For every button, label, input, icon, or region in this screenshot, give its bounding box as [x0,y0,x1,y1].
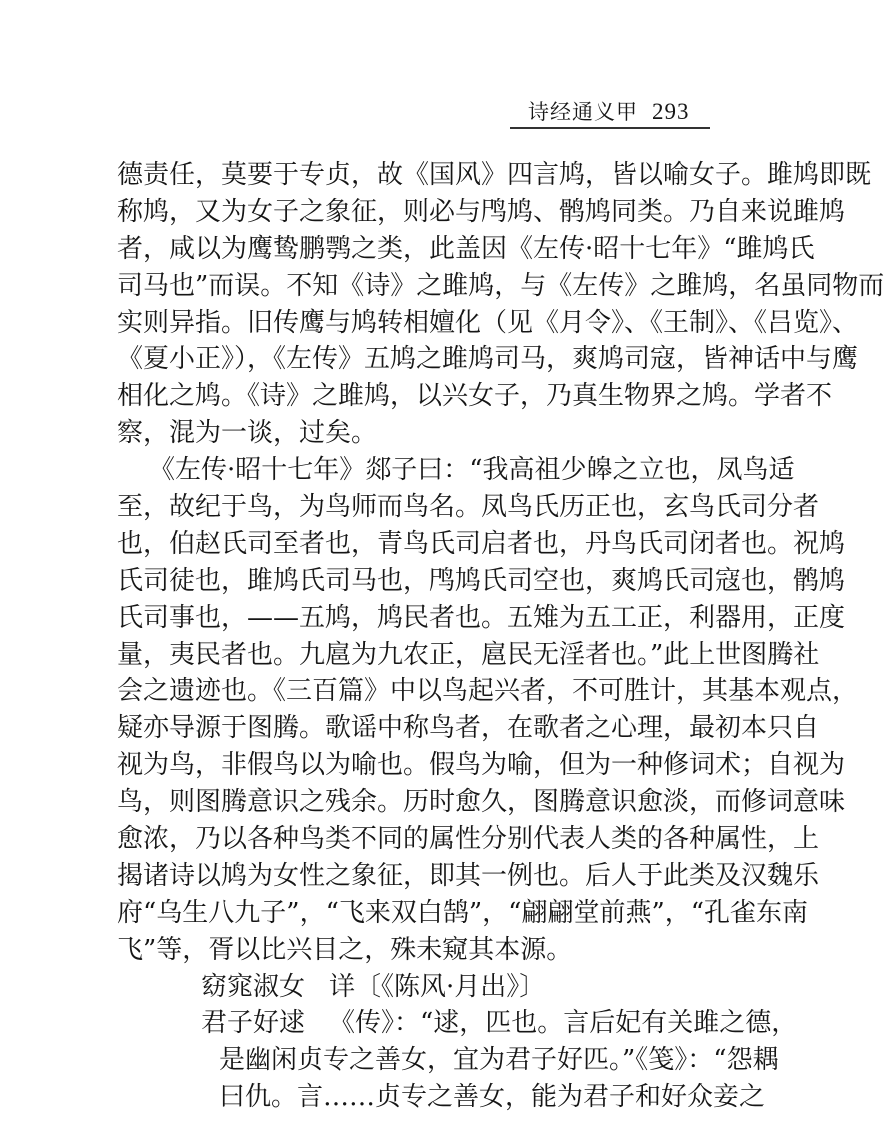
text-line: 会之遗迹也。《三百篇》中以鸟起兴者，不可胜计，其基本观点， [117,676,859,707]
running-header [528,96,708,126]
text-line: 疑亦导源于图腾。歌谣中称鸟者，在歌者之心理，最初本只自 [117,713,820,744]
entry-yaotiao [117,969,709,1006]
text-line: 视为鸟，非假鸟以为喻也。假鸟为喻，但为一种修词术；自视为 [117,750,846,781]
text-line: 至，故纪于鸟，为鸟师而鸟名。凤鸟氏历正也，玄鸟氏司分者 [117,492,820,523]
text-line: 鸟，则图腾意识之残余。历时愈久，图腾意识愈淡，而修词意味 [117,787,846,818]
text-line: 氏司徒也，雎鸠氏司马也，鸤鸠氏司空也，爽鸠氏司寇也，鹘鸠 [117,565,846,596]
text-line: 相化之鸠。《诗》之雎鸠，以兴女子，乃真生物界之鸠。学者不 [117,381,833,412]
text-line: 《夏小正》），《左传》五鸠之雎鸠司马，爽鸠司寇，皆神话中与鹰 [117,344,859,375]
text-line: 府“乌生八九子”，“飞来双白鹄”，“翩翩堂前燕”，“孔雀东南 [117,897,809,928]
entry-haoqiu [117,1005,798,1116]
entry-term: 君子好逑 [201,1008,306,1039]
page-number: 293 [652,99,690,124]
text-line: 揭诸诗以鸠为女性之象征，即其一例也。后人于此类及汉魏乐 [117,860,820,891]
text-line: 司马也”而误。不知《诗》之雎鸠，与《左传》之雎鸠，名虽同物而 [117,270,884,301]
text-line: 是幽闲贞专之善女，宜为君子好匹。”《笺》：“怨耦 [219,1045,779,1076]
text-line: 者，咸以为鹰鸷鹏鹗之类，此盖因《左传·昭十七年》“雎鸠氏 [117,233,815,264]
entry-heading [117,1005,798,1042]
page-body [117,157,884,1116]
entry-heading [117,969,709,1006]
paragraph-1 [117,157,884,452]
text-line: 也，伯赵氏司至者也，青鸟氏司启者也，丹鸟氏司闭者也。祝鸠 [117,528,846,559]
text-line: 量，夷民者也。九扈为九农正，扈民无淫者也。”此上世图腾社 [117,639,820,670]
paragraph-2 [117,452,859,968]
text-line: 德责任，莫要于专贞，故《国风》四言鸠，皆以喻女子。雎鸠即既 [117,160,872,190]
text-line: 察，混为一谈，过矣。 [117,418,378,449]
text-line: 氏司事也，——五鸠，鸠民者也。五雉为五工正，利器用，正度 [117,602,846,633]
text-line: 《左传·昭十七年》郯子曰：“我高祖少皞之立也，凤鸟适 [149,455,795,486]
text-line: 愈浓，乃以各种鸟类不同的属性分别代表人类的各种属性，上 [117,824,820,855]
header-rule [510,127,710,129]
text-line: 实则异指。旧传鹰与鸠转相嬗化（见《月令》、《王制》、《吕览》、 [117,307,859,338]
book-title: 诗经通义甲 [528,100,638,124]
entry-text: 《传》：“逑，匹也。言后妃有关雎之德， [329,1008,798,1039]
text-line: 称鸠，又为女子之象征，则必与鸤鸠、鹘鸠同类。乃自来说雎鸠 [117,196,846,227]
entry-reference: 详〔《陈风·月出》〕 [329,971,546,1002]
text-line: 飞”等，胥以比兴目之，殊未窥其本源。 [117,934,573,965]
text-line: 曰仇。言……贞专之善女，能为君子和好众妾之 [219,1082,766,1113]
entry-term: 窈窕淑女 [201,971,306,1002]
